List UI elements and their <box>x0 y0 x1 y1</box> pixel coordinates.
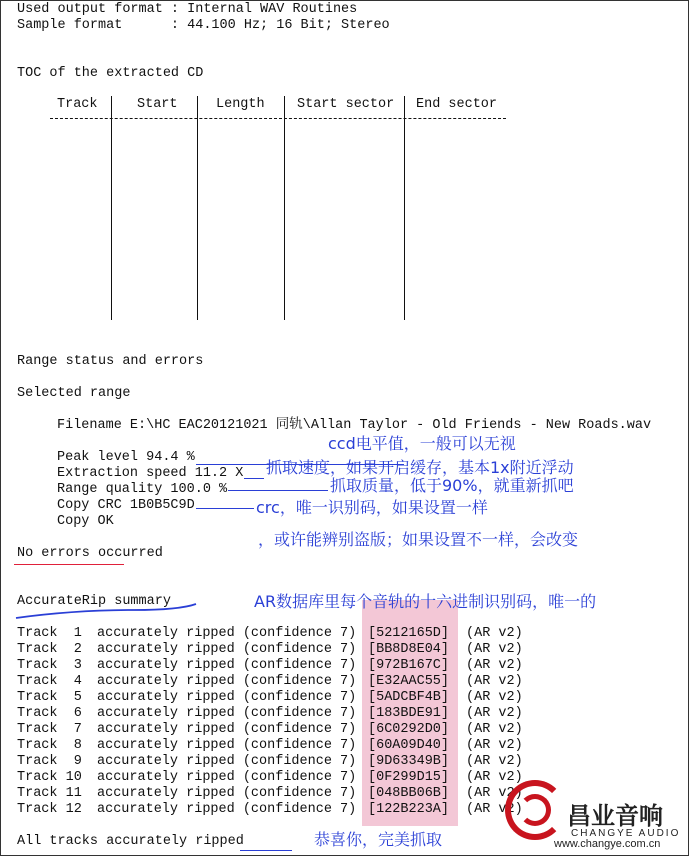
ar-track-crc: [BB8D8E04] <box>368 642 450 657</box>
ar-track-version: (AR v2) <box>466 690 523 705</box>
ar-track-status: accurately ripped (confidence 7) <box>97 674 357 689</box>
toc-column-separator <box>111 96 112 320</box>
no-errors-underline <box>14 564 124 565</box>
crc-annotation: crc，唯一识别码，如果设置一样 <box>256 498 488 517</box>
no-errors-line: No errors occurred <box>17 546 163 561</box>
toc-header-4: End sector <box>416 97 498 112</box>
crc-note-underline <box>196 508 254 509</box>
speed-annotation: 抓取速度，如果开启缓存，基本1x附近浮动 <box>266 458 574 477</box>
ar-track-status: accurately ripped (confidence 7) <box>97 658 357 673</box>
all-ok-line: All tracks accurately ripped <box>17 834 244 849</box>
speed-note-underline <box>244 478 264 479</box>
accuraterip-title: AccurateRip summary <box>17 594 171 609</box>
ar-track-crc: [9D63349B] <box>368 754 450 769</box>
ar-track-label: Track 12 <box>17 802 82 817</box>
ar-track-label: Track 5 <box>17 690 82 705</box>
ar-track-crc: [E32AAC55] <box>368 674 450 689</box>
final-annotation: 恭喜你，完美抓取 <box>314 830 443 849</box>
ar-track-status: accurately ripped (confidence 7) <box>97 786 357 801</box>
filename-line: Filename E:\HC EAC20121021 同轨\Allan Taylor - Old Friends - New Roads.wav <box>57 418 652 433</box>
ar-track-label: Track 9 <box>17 754 82 769</box>
toc-header-0: Track <box>57 97 98 112</box>
ar-track-crc: [048BB06B] <box>368 786 450 801</box>
ar-track-label: Track 8 <box>17 738 82 753</box>
ar-track-label: Track 1 <box>17 626 82 641</box>
toc-title: TOC of the extracted CD <box>17 66 204 81</box>
copy-crc-line: Copy CRC 1B0B5C9D <box>57 498 195 513</box>
ar-track-status: accurately ripped (confidence 7) <box>97 770 357 785</box>
ar-track-label: Track 11 <box>17 786 82 801</box>
quality-annotation: 抓取质量，低于90%，就重新抓吧 <box>330 476 574 495</box>
ar-track-label: Track 7 <box>17 722 82 737</box>
ar-track-crc: [6C0292D0] <box>368 722 450 737</box>
ar-track-label: Track 4 <box>17 674 82 689</box>
toc-column-separator <box>284 96 285 320</box>
ar-track-version: (AR v2) <box>466 754 523 769</box>
range-status-title: Range status and errors <box>17 354 204 369</box>
ar-track-status: accurately ripped (confidence 7) <box>97 722 357 737</box>
ar-track-status: accurately ripped (confidence 7) <box>97 626 357 641</box>
ar-track-version: (AR v2) <box>466 658 523 673</box>
extraction-speed-line: Extraction speed 11.2 X <box>57 466 244 481</box>
toc-header-3: Start sector <box>297 97 395 112</box>
peak-annotation: ccd电平值，一般可以无视 <box>328 434 516 453</box>
ar-track-version: (AR v2) <box>466 770 523 785</box>
logo-name-en: CHANGYE AUDIO <box>571 828 681 839</box>
toc-header-1: Start <box>137 97 178 112</box>
ar-track-version: (AR v2) <box>466 786 523 801</box>
accuraterip-underline <box>14 600 199 622</box>
ar-track-version: (AR v2) <box>466 706 523 721</box>
output-format-line: Used output format : Internal WAV Routines <box>17 2 358 17</box>
ar-annotation: AR数据库里每个音轨的十六进制识别码，唯一的 <box>254 592 597 611</box>
ar-track-label: Track 2 <box>17 642 82 657</box>
ar-track-crc: [122B223A] <box>368 802 450 817</box>
ar-track-version: (AR v2) <box>466 642 523 657</box>
logo-url: www.changye.com.cn <box>554 838 661 850</box>
ar-track-status: accurately ripped (confidence 7) <box>97 642 357 657</box>
ar-track-status: accurately ripped (confidence 7) <box>97 802 357 817</box>
ar-track-version: (AR v2) <box>466 674 523 689</box>
toc-header-divider <box>50 118 506 119</box>
ar-track-status: accurately ripped (confidence 7) <box>97 690 357 705</box>
ar-track-crc: [0F299D15] <box>368 770 450 785</box>
ar-track-version: (AR v2) <box>466 722 523 737</box>
copy-ok-line: Copy OK <box>57 514 114 529</box>
toc-column-separator <box>404 96 405 320</box>
ar-track-status: accurately ripped (confidence 7) <box>97 754 357 769</box>
ar-track-version: (AR v2) <box>466 626 523 641</box>
ar-track-version: (AR v2) <box>466 802 523 817</box>
logo-ring-inner-icon <box>519 794 551 826</box>
ar-track-crc: [5212165D] <box>368 626 450 641</box>
ar-track-crc: [5ADCBF4B] <box>368 690 450 705</box>
logo-name-cn: 昌业音响 <box>567 802 663 830</box>
ar-track-version: (AR v2) <box>466 738 523 753</box>
toc-column-separator <box>197 96 198 320</box>
quality-note-underline <box>228 490 328 491</box>
peak-level-line: Peak level 94.4 % <box>57 450 195 465</box>
ar-track-status: accurately ripped (confidence 7) <box>97 738 357 753</box>
range-quality-line: Range quality 100.0 % <box>57 482 228 497</box>
toc-header-2: Length <box>216 97 265 112</box>
crc-annotation-continued: ，或许能辨别盗版；如果设置不一样，会改变 <box>258 530 579 549</box>
sample-format-line: Sample format : 44.100 Hz; 16 Bit; Stereo <box>17 18 390 33</box>
selected-range-title: Selected range <box>17 386 131 401</box>
ar-track-label: Track 3 <box>17 658 82 673</box>
ar-track-crc: [183BDE91] <box>368 706 450 721</box>
ar-track-label: Track 10 <box>17 770 82 785</box>
all-ok-underline <box>240 850 292 851</box>
ar-track-crc: [60A09D40] <box>368 738 450 753</box>
ar-track-crc: [972B167C] <box>368 658 450 673</box>
ar-track-label: Track 6 <box>17 706 82 721</box>
ar-track-status: accurately ripped (confidence 7) <box>97 706 357 721</box>
